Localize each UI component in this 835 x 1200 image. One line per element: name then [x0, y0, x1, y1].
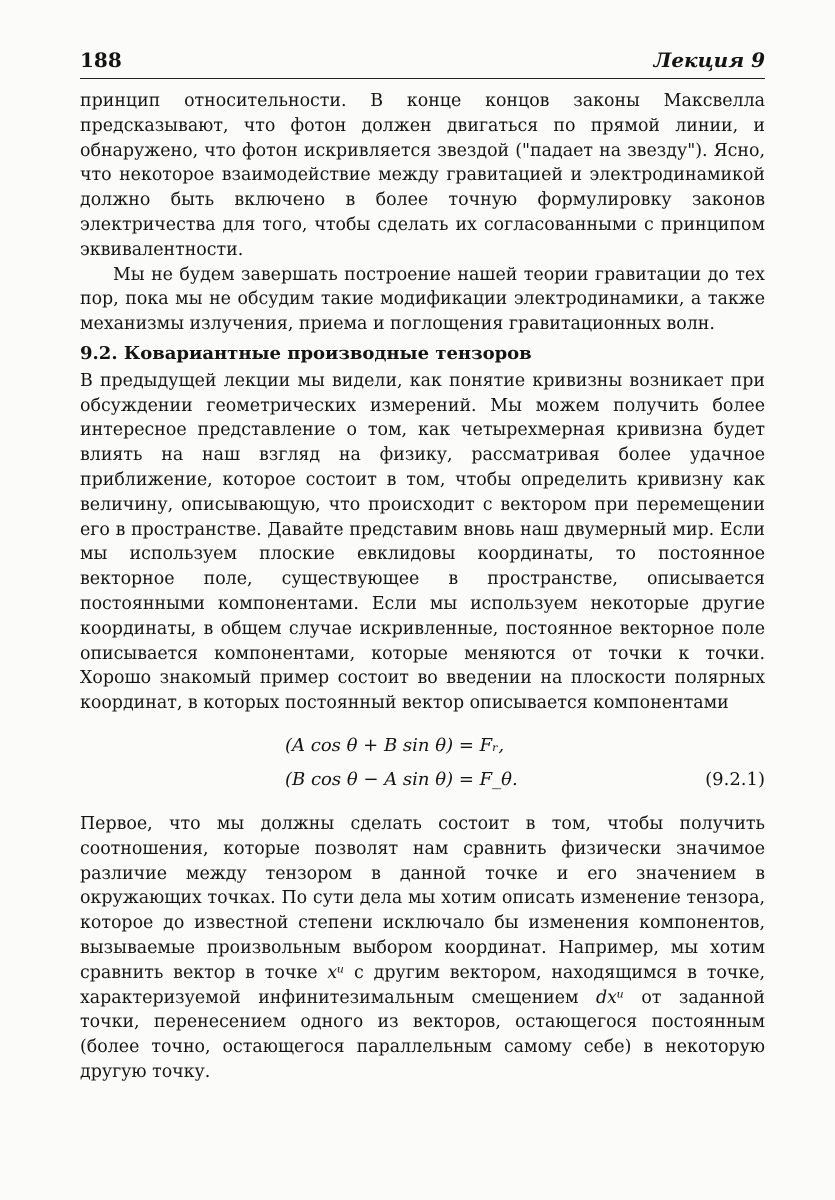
section-heading: 9.2. Ковариантные производные тензоров — [80, 342, 532, 364]
paragraph-3: В предыдущей лекции мы видели, как понятие кривизны возникает при обсуждении геометрических измерений. Мы можем получить более интересное представление о том, как четырехмерная кривизна будет влиять на наш взгляд на физику, рассматривая более удачное приближение, которое состоит в том, чтобы определить кривизну как величину, описывающую, что происходит с вектором при перемещении его в пространстве. Давайте представим вновь наш двумерный мир. Если мы используем плоские евклидовы координаты, то постоянное векторное поле, существующее в пространстве, описывается постоянными компонентами. Если мы используем некоторые другие координаты, в общем случае искривленные, постоянное векторное поле описывается компонентами, которые меняются от точки к точки. Хорошо знакомый пример состоит во введении на плоскости полярных координат, в которых постоянный вектор описывается компонентами — [80, 370, 765, 714]
symbol-dx-mu: dxᵘ — [596, 987, 624, 1008]
body-text — [80, 89, 765, 1085]
paragraph-4 — [80, 812, 765, 1085]
paragraph-2: Мы не будем завершать построение нашей теории гравитации до тех пор, пока мы не обсудим такие модификации электродинамики, а также механизмы излучения, приема и поглощения гравитационных волн. — [80, 264, 765, 335]
paragraph-4-part-1: Первое, что мы должны сделать состоит в том, чтобы получить соотношения, которые позволят нам сравнить физически значимое различие между тензором в данной точке и его значением в окружающих точках. По сути дела мы хотим описать изменение тензора, которое до известной степени исключало бы изменения компонентов, вызываемые произвольным выбором координат. Например, мы хотим сравнить вектор в точке — [80, 813, 765, 983]
paragraph-4-part-3: от заданной точки, перенесением одного из векторов, остающегося постоянным (более точно, остающегося параллельным самому себе) в некоторую другую точку. — [80, 987, 765, 1082]
equation-block — [80, 730, 765, 800]
lecture-title: Лекция 9 — [653, 48, 765, 72]
book-page — [80, 48, 765, 1085]
running-header — [80, 48, 765, 79]
symbol-x-mu: xᵘ — [327, 962, 345, 983]
equation-number: (9.2.1) — [705, 768, 765, 790]
equation-line-1: (A cos θ + B sin θ) = Fᵣ, — [285, 734, 505, 756]
paragraph-1: принцип относительности. В конце концов законы Максвелла предсказывают, что фотон должен двигаться по прямой линии, и обнаружено, что фотон искривляется звездой ("падает на звезду"). Ясно, что некоторое взаимодействие между гравитацией и электродинамикой должно быть включено в более точную формулировку законов электричества для того, чтобы сделать их согласованными с принципом эквивалентности. — [80, 91, 765, 260]
page-number: 188 — [80, 48, 122, 72]
paragraph-4-part-2: с другим вектором, находящимся в точке, характеризуемой инфинитезимальным смещением — [80, 962, 765, 1008]
equation-line-2: (B cos θ − A sin θ) = F_θ. — [285, 768, 518, 790]
